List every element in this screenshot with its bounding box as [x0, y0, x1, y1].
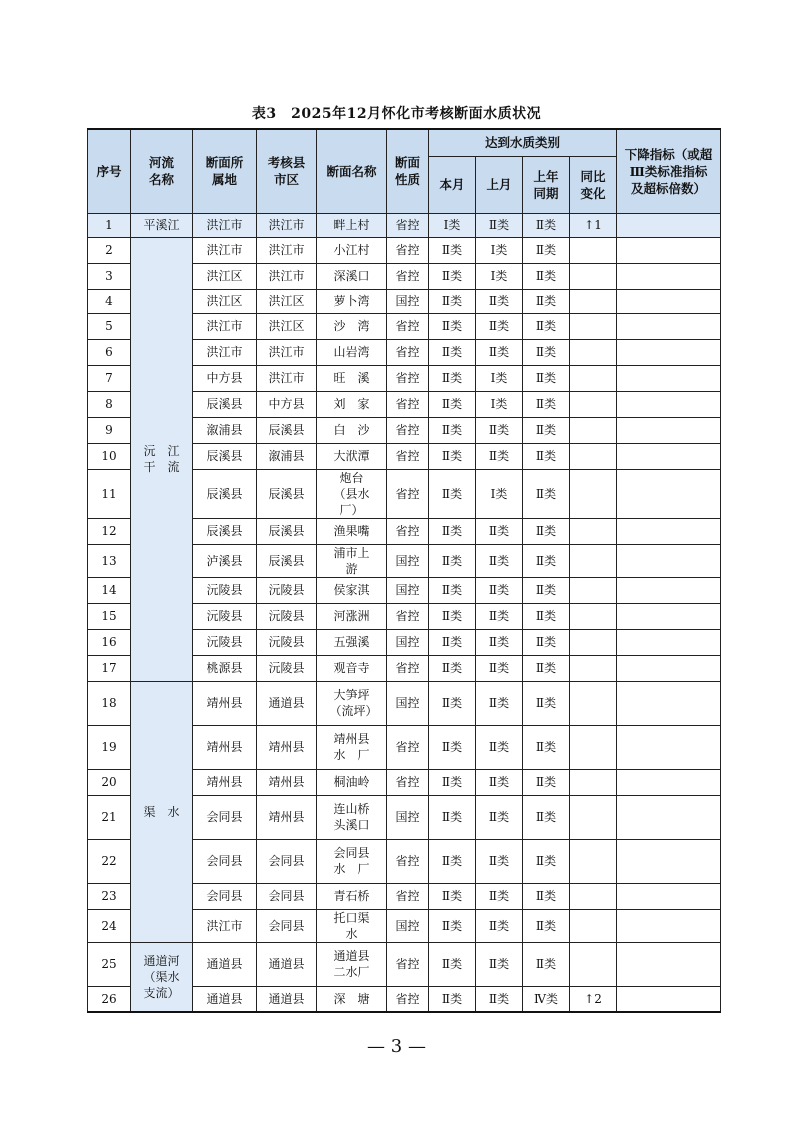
cell-indicator	[617, 339, 721, 365]
cell-no: 16	[88, 629, 131, 655]
cell-no: 10	[88, 443, 131, 469]
cell-section: 靖州县水 厂	[317, 725, 387, 769]
cell-no: 3	[88, 263, 131, 289]
cell-section: 刘 家	[317, 391, 387, 417]
header-no: 序号	[88, 129, 131, 213]
cell-last-year: Ⅱ类	[523, 417, 570, 443]
cell-this-month: Ⅱ类	[429, 986, 476, 1012]
cell-county: 沅陵县	[257, 655, 317, 681]
cell-yoy	[570, 655, 617, 681]
cell-no: 14	[88, 577, 131, 603]
cell-section: 渔果嘴	[317, 518, 387, 544]
cell-county: 沅陵县	[257, 603, 317, 629]
cell-last-month: Ⅱ类	[476, 213, 523, 237]
header-nature: 断面性质	[387, 129, 429, 213]
cell-indicator	[617, 577, 721, 603]
cell-location: 会同县	[193, 883, 257, 909]
cell-yoy	[570, 263, 617, 289]
cell-last-month: Ⅱ类	[476, 629, 523, 655]
cell-location: 辰溪县	[193, 518, 257, 544]
cell-no: 26	[88, 986, 131, 1012]
cell-no: 9	[88, 417, 131, 443]
cell-county: 辰溪县	[257, 417, 317, 443]
cell-last-month: Ⅱ类	[476, 681, 523, 725]
cell-last-month: Ⅱ类	[476, 577, 523, 603]
cell-yoy	[570, 839, 617, 883]
cell-yoy	[570, 443, 617, 469]
cell-nature: 省控	[387, 263, 429, 289]
cell-county: 洪江市	[257, 365, 317, 391]
header-this-month: 本月	[429, 156, 476, 213]
table-caption: 表3 2025年12月怀化市考核断面水质状况	[251, 106, 542, 122]
cell-county: 靖州县	[257, 725, 317, 769]
cell-last-year: Ⅱ类	[523, 263, 570, 289]
cell-indicator	[617, 795, 721, 839]
cell-this-month: Ⅱ类	[429, 469, 476, 518]
cell-location: 洪江市	[193, 339, 257, 365]
cell-nature: 国控	[387, 289, 429, 313]
cell-nature: 省控	[387, 391, 429, 417]
cell-river: 沅 江 干 流	[131, 237, 193, 681]
cell-this-month: Ⅰ类	[429, 213, 476, 237]
cell-this-month: Ⅱ类	[429, 577, 476, 603]
cell-county: 洪江市	[257, 263, 317, 289]
cell-location: 会同县	[193, 795, 257, 839]
cell-yoy	[570, 237, 617, 263]
cell-indicator	[617, 655, 721, 681]
cell-nature: 国控	[387, 577, 429, 603]
cell-section: 河涨洲	[317, 603, 387, 629]
cell-yoy	[570, 391, 617, 417]
cell-last-month: Ⅱ类	[476, 603, 523, 629]
table-row	[88, 213, 721, 237]
cell-section: 畔上村	[317, 213, 387, 237]
cell-yoy: ↑1	[570, 213, 617, 237]
cell-location: 通道县	[193, 942, 257, 986]
cell-this-month: Ⅱ类	[429, 339, 476, 365]
cell-indicator	[617, 365, 721, 391]
cell-section: 连山桥头溪口	[317, 795, 387, 839]
cell-last-year: Ⅱ类	[523, 655, 570, 681]
cell-yoy	[570, 883, 617, 909]
cell-this-month: Ⅱ类	[429, 769, 476, 795]
cell-no: 2	[88, 237, 131, 263]
cell-nature: 省控	[387, 339, 429, 365]
cell-last-year: Ⅱ类	[523, 313, 570, 339]
cell-nature: 省控	[387, 365, 429, 391]
cell-section: 五强溪	[317, 629, 387, 655]
cell-nature: 国控	[387, 795, 429, 839]
cell-location: 溆浦县	[193, 417, 257, 443]
cell-nature: 省控	[387, 213, 429, 237]
cell-yoy	[570, 769, 617, 795]
cell-nature: 省控	[387, 883, 429, 909]
cell-section: 小江村	[317, 237, 387, 263]
cell-last-year: Ⅱ类	[523, 577, 570, 603]
cell-yoy	[570, 518, 617, 544]
cell-no: 1	[88, 213, 131, 237]
cell-location: 靖州县	[193, 769, 257, 795]
cell-nature: 省控	[387, 443, 429, 469]
cell-yoy	[570, 544, 617, 577]
cell-last-year: Ⅱ类	[523, 909, 570, 942]
cell-yoy	[570, 942, 617, 986]
cell-section: 侯家淇	[317, 577, 387, 603]
cell-no: 19	[88, 725, 131, 769]
cell-last-year: Ⅳ类	[523, 986, 570, 1012]
cell-this-month: Ⅱ类	[429, 655, 476, 681]
cell-this-month: Ⅱ类	[429, 313, 476, 339]
cell-no: 15	[88, 603, 131, 629]
cell-location: 会同县	[193, 839, 257, 883]
cell-yoy	[570, 289, 617, 313]
cell-river: 渠 水	[131, 681, 193, 942]
cell-no: 17	[88, 655, 131, 681]
cell-county: 靖州县	[257, 769, 317, 795]
cell-last-month: Ⅰ类	[476, 237, 523, 263]
cell-location: 桃源县	[193, 655, 257, 681]
header-yoy: 同比变化	[570, 156, 617, 213]
table-row	[88, 942, 721, 986]
cell-section: 深溪口	[317, 263, 387, 289]
cell-this-month: Ⅱ类	[429, 839, 476, 883]
cell-nature: 省控	[387, 725, 429, 769]
cell-nature: 省控	[387, 518, 429, 544]
cell-indicator	[617, 417, 721, 443]
cell-last-month: Ⅱ类	[476, 518, 523, 544]
cell-last-year: Ⅱ类	[523, 883, 570, 909]
cell-county: 溆浦县	[257, 443, 317, 469]
cell-nature: 省控	[387, 655, 429, 681]
cell-section: 青石桥	[317, 883, 387, 909]
cell-yoy	[570, 339, 617, 365]
cell-location: 泸溪县	[193, 544, 257, 577]
cell-county: 沅陵县	[257, 629, 317, 655]
cell-section: 会同县水 厂	[317, 839, 387, 883]
water-quality-table	[87, 128, 721, 1013]
cell-indicator	[617, 443, 721, 469]
cell-location: 靖州县	[193, 681, 257, 725]
cell-county: 辰溪县	[257, 469, 317, 518]
cell-last-month: Ⅱ类	[476, 795, 523, 839]
cell-county: 沅陵县	[257, 577, 317, 603]
cell-county: 会同县	[257, 839, 317, 883]
cell-last-month: Ⅱ类	[476, 942, 523, 986]
cell-county: 通道县	[257, 942, 317, 986]
cell-no: 12	[88, 518, 131, 544]
cell-no: 18	[88, 681, 131, 725]
cell-last-month: Ⅱ类	[476, 655, 523, 681]
cell-location: 通道县	[193, 986, 257, 1012]
cell-last-year: Ⅱ类	[523, 629, 570, 655]
cell-no: 20	[88, 769, 131, 795]
cell-nature: 省控	[387, 603, 429, 629]
cell-no: 25	[88, 942, 131, 986]
cell-section: 炮台（县水厂）	[317, 469, 387, 518]
cell-location: 沅陵县	[193, 629, 257, 655]
cell-indicator	[617, 469, 721, 518]
cell-location: 辰溪县	[193, 469, 257, 518]
cell-last-year: Ⅱ类	[523, 391, 570, 417]
header-last-year: 上年同期	[523, 156, 570, 213]
cell-last-year: Ⅱ类	[523, 942, 570, 986]
cell-section: 大笋坪（流坪）	[317, 681, 387, 725]
cell-no: 8	[88, 391, 131, 417]
cell-county: 会同县	[257, 909, 317, 942]
cell-last-year: Ⅱ类	[523, 795, 570, 839]
cell-yoy	[570, 909, 617, 942]
cell-last-month: Ⅱ类	[476, 443, 523, 469]
cell-location: 靖州县	[193, 725, 257, 769]
header-category-group: 达到水质类别	[429, 129, 617, 156]
header-indicator: 下降指标（或超Ⅲ类标准指标及超标倍数）	[617, 129, 721, 213]
table-body	[88, 213, 721, 1012]
cell-location: 洪江市	[193, 313, 257, 339]
cell-this-month: Ⅱ类	[429, 518, 476, 544]
header-location: 断面所属地	[193, 129, 257, 213]
cell-county: 辰溪县	[257, 544, 317, 577]
cell-no: 13	[88, 544, 131, 577]
header-section: 断面名称	[317, 129, 387, 213]
cell-indicator	[617, 518, 721, 544]
cell-nature: 省控	[387, 986, 429, 1012]
cell-yoy	[570, 629, 617, 655]
cell-last-year: Ⅱ类	[523, 213, 570, 237]
cell-this-month: Ⅱ类	[429, 417, 476, 443]
cell-nature: 国控	[387, 629, 429, 655]
cell-last-month: Ⅰ类	[476, 263, 523, 289]
cell-this-month: Ⅱ类	[429, 942, 476, 986]
cell-nature: 省控	[387, 769, 429, 795]
cell-last-year: Ⅱ类	[523, 443, 570, 469]
cell-yoy	[570, 417, 617, 443]
cell-no: 7	[88, 365, 131, 391]
cell-indicator	[617, 986, 721, 1012]
cell-section: 托口渠水	[317, 909, 387, 942]
cell-this-month: Ⅱ类	[429, 725, 476, 769]
cell-river: 通道河（渠水支流）	[131, 942, 193, 1012]
cell-indicator	[617, 725, 721, 769]
cell-yoy	[570, 725, 617, 769]
cell-this-month: Ⅱ类	[429, 443, 476, 469]
cell-this-month: Ⅱ类	[429, 365, 476, 391]
cell-county: 辰溪县	[257, 518, 317, 544]
cell-indicator	[617, 769, 721, 795]
cell-no: 24	[88, 909, 131, 942]
cell-last-year: Ⅱ类	[523, 339, 570, 365]
cell-last-month: Ⅱ类	[476, 289, 523, 313]
cell-no: 22	[88, 839, 131, 883]
cell-nature: 省控	[387, 469, 429, 518]
cell-indicator	[617, 289, 721, 313]
table-row	[88, 237, 721, 263]
cell-this-month: Ⅱ类	[429, 289, 476, 313]
cell-nature: 省控	[387, 237, 429, 263]
cell-section: 大洑潭	[317, 443, 387, 469]
cell-last-month: Ⅱ类	[476, 909, 523, 942]
cell-this-month: Ⅱ类	[429, 237, 476, 263]
header-last-month: 上月	[476, 156, 523, 213]
cell-section: 白 沙	[317, 417, 387, 443]
cell-this-month: Ⅱ类	[429, 681, 476, 725]
cell-nature: 省控	[387, 313, 429, 339]
cell-last-year: Ⅱ类	[523, 681, 570, 725]
cell-indicator	[617, 909, 721, 942]
cell-last-month: Ⅱ类	[476, 544, 523, 577]
cell-county: 通道县	[257, 986, 317, 1012]
cell-no: 21	[88, 795, 131, 839]
cell-last-month: Ⅰ类	[476, 469, 523, 518]
cell-no: 6	[88, 339, 131, 365]
cell-indicator	[617, 313, 721, 339]
cell-last-month: Ⅱ类	[476, 839, 523, 883]
cell-last-year: Ⅱ类	[523, 769, 570, 795]
cell-last-year: Ⅱ类	[523, 603, 570, 629]
cell-county: 靖州县	[257, 795, 317, 839]
cell-indicator	[617, 603, 721, 629]
cell-indicator	[617, 942, 721, 986]
cell-location: 洪江区	[193, 289, 257, 313]
cell-last-year: Ⅱ类	[523, 725, 570, 769]
cell-no: 23	[88, 883, 131, 909]
cell-last-year: Ⅱ类	[523, 518, 570, 544]
cell-this-month: Ⅱ类	[429, 629, 476, 655]
cell-section: 深 塘	[317, 986, 387, 1012]
cell-county: 洪江市	[257, 339, 317, 365]
cell-yoy	[570, 313, 617, 339]
cell-county: 通道县	[257, 681, 317, 725]
cell-last-year: Ⅱ类	[523, 237, 570, 263]
cell-last-month: Ⅱ类	[476, 986, 523, 1012]
cell-last-year: Ⅱ类	[523, 839, 570, 883]
cell-county: 洪江市	[257, 237, 317, 263]
cell-indicator	[617, 213, 721, 237]
cell-no: 11	[88, 469, 131, 518]
cell-no: 4	[88, 289, 131, 313]
cell-indicator	[617, 237, 721, 263]
cell-county: 中方县	[257, 391, 317, 417]
cell-section: 观音寺	[317, 655, 387, 681]
cell-this-month: Ⅱ类	[429, 391, 476, 417]
cell-river: 平溪江	[131, 213, 193, 237]
cell-this-month: Ⅱ类	[429, 909, 476, 942]
cell-county: 会同县	[257, 883, 317, 909]
cell-section: 桐油岭	[317, 769, 387, 795]
cell-section: 旺 溪	[317, 365, 387, 391]
cell-location: 洪江市	[193, 909, 257, 942]
cell-indicator	[617, 263, 721, 289]
cell-last-month: Ⅱ类	[476, 339, 523, 365]
cell-this-month: Ⅱ类	[429, 883, 476, 909]
cell-section: 沙 湾	[317, 313, 387, 339]
cell-section: 通道县二水厂	[317, 942, 387, 986]
header-county: 考核县市区	[257, 129, 317, 213]
cell-yoy	[570, 795, 617, 839]
cell-last-year: Ⅱ类	[523, 469, 570, 518]
cell-last-month: Ⅰ类	[476, 391, 523, 417]
cell-location: 中方县	[193, 365, 257, 391]
cell-indicator	[617, 391, 721, 417]
table-row	[88, 681, 721, 725]
cell-yoy	[570, 365, 617, 391]
cell-this-month: Ⅱ类	[429, 544, 476, 577]
cell-location: 沅陵县	[193, 603, 257, 629]
cell-county: 洪江区	[257, 289, 317, 313]
cell-nature: 国控	[387, 544, 429, 577]
cell-last-month: Ⅰ类	[476, 365, 523, 391]
cell-yoy	[570, 603, 617, 629]
cell-location: 沅陵县	[193, 577, 257, 603]
cell-last-year: Ⅱ类	[523, 289, 570, 313]
cell-nature: 国控	[387, 681, 429, 725]
cell-yoy	[570, 681, 617, 725]
cell-location: 辰溪县	[193, 391, 257, 417]
cell-section: 浦市上游	[317, 544, 387, 577]
cell-last-month: Ⅱ类	[476, 769, 523, 795]
cell-location: 辰溪县	[193, 443, 257, 469]
cell-indicator	[617, 629, 721, 655]
cell-last-month: Ⅱ类	[476, 417, 523, 443]
cell-nature: 省控	[387, 942, 429, 986]
cell-indicator	[617, 883, 721, 909]
cell-location: 洪江市	[193, 237, 257, 263]
cell-nature: 省控	[387, 417, 429, 443]
cell-section: 山岩湾	[317, 339, 387, 365]
cell-nature: 国控	[387, 909, 429, 942]
cell-this-month: Ⅱ类	[429, 263, 476, 289]
cell-last-year: Ⅱ类	[523, 544, 570, 577]
cell-indicator	[617, 544, 721, 577]
cell-indicator	[617, 839, 721, 883]
cell-county: 洪江区	[257, 313, 317, 339]
cell-last-month: Ⅱ类	[476, 725, 523, 769]
cell-location: 洪江区	[193, 263, 257, 289]
page-number: — 3 —	[367, 1036, 426, 1057]
cell-last-month: Ⅱ类	[476, 313, 523, 339]
cell-this-month: Ⅱ类	[429, 603, 476, 629]
cell-county: 洪江市	[257, 213, 317, 237]
cell-this-month: Ⅱ类	[429, 795, 476, 839]
cell-last-year: Ⅱ类	[523, 365, 570, 391]
cell-no: 5	[88, 313, 131, 339]
header-river: 河流名称	[131, 129, 193, 213]
cell-location: 洪江市	[193, 213, 257, 237]
cell-indicator	[617, 681, 721, 725]
cell-yoy: ↑2	[570, 986, 617, 1012]
cell-last-month: Ⅱ类	[476, 883, 523, 909]
cell-yoy	[570, 469, 617, 518]
cell-nature: 省控	[387, 839, 429, 883]
cell-section: 萝卜湾	[317, 289, 387, 313]
cell-yoy	[570, 577, 617, 603]
